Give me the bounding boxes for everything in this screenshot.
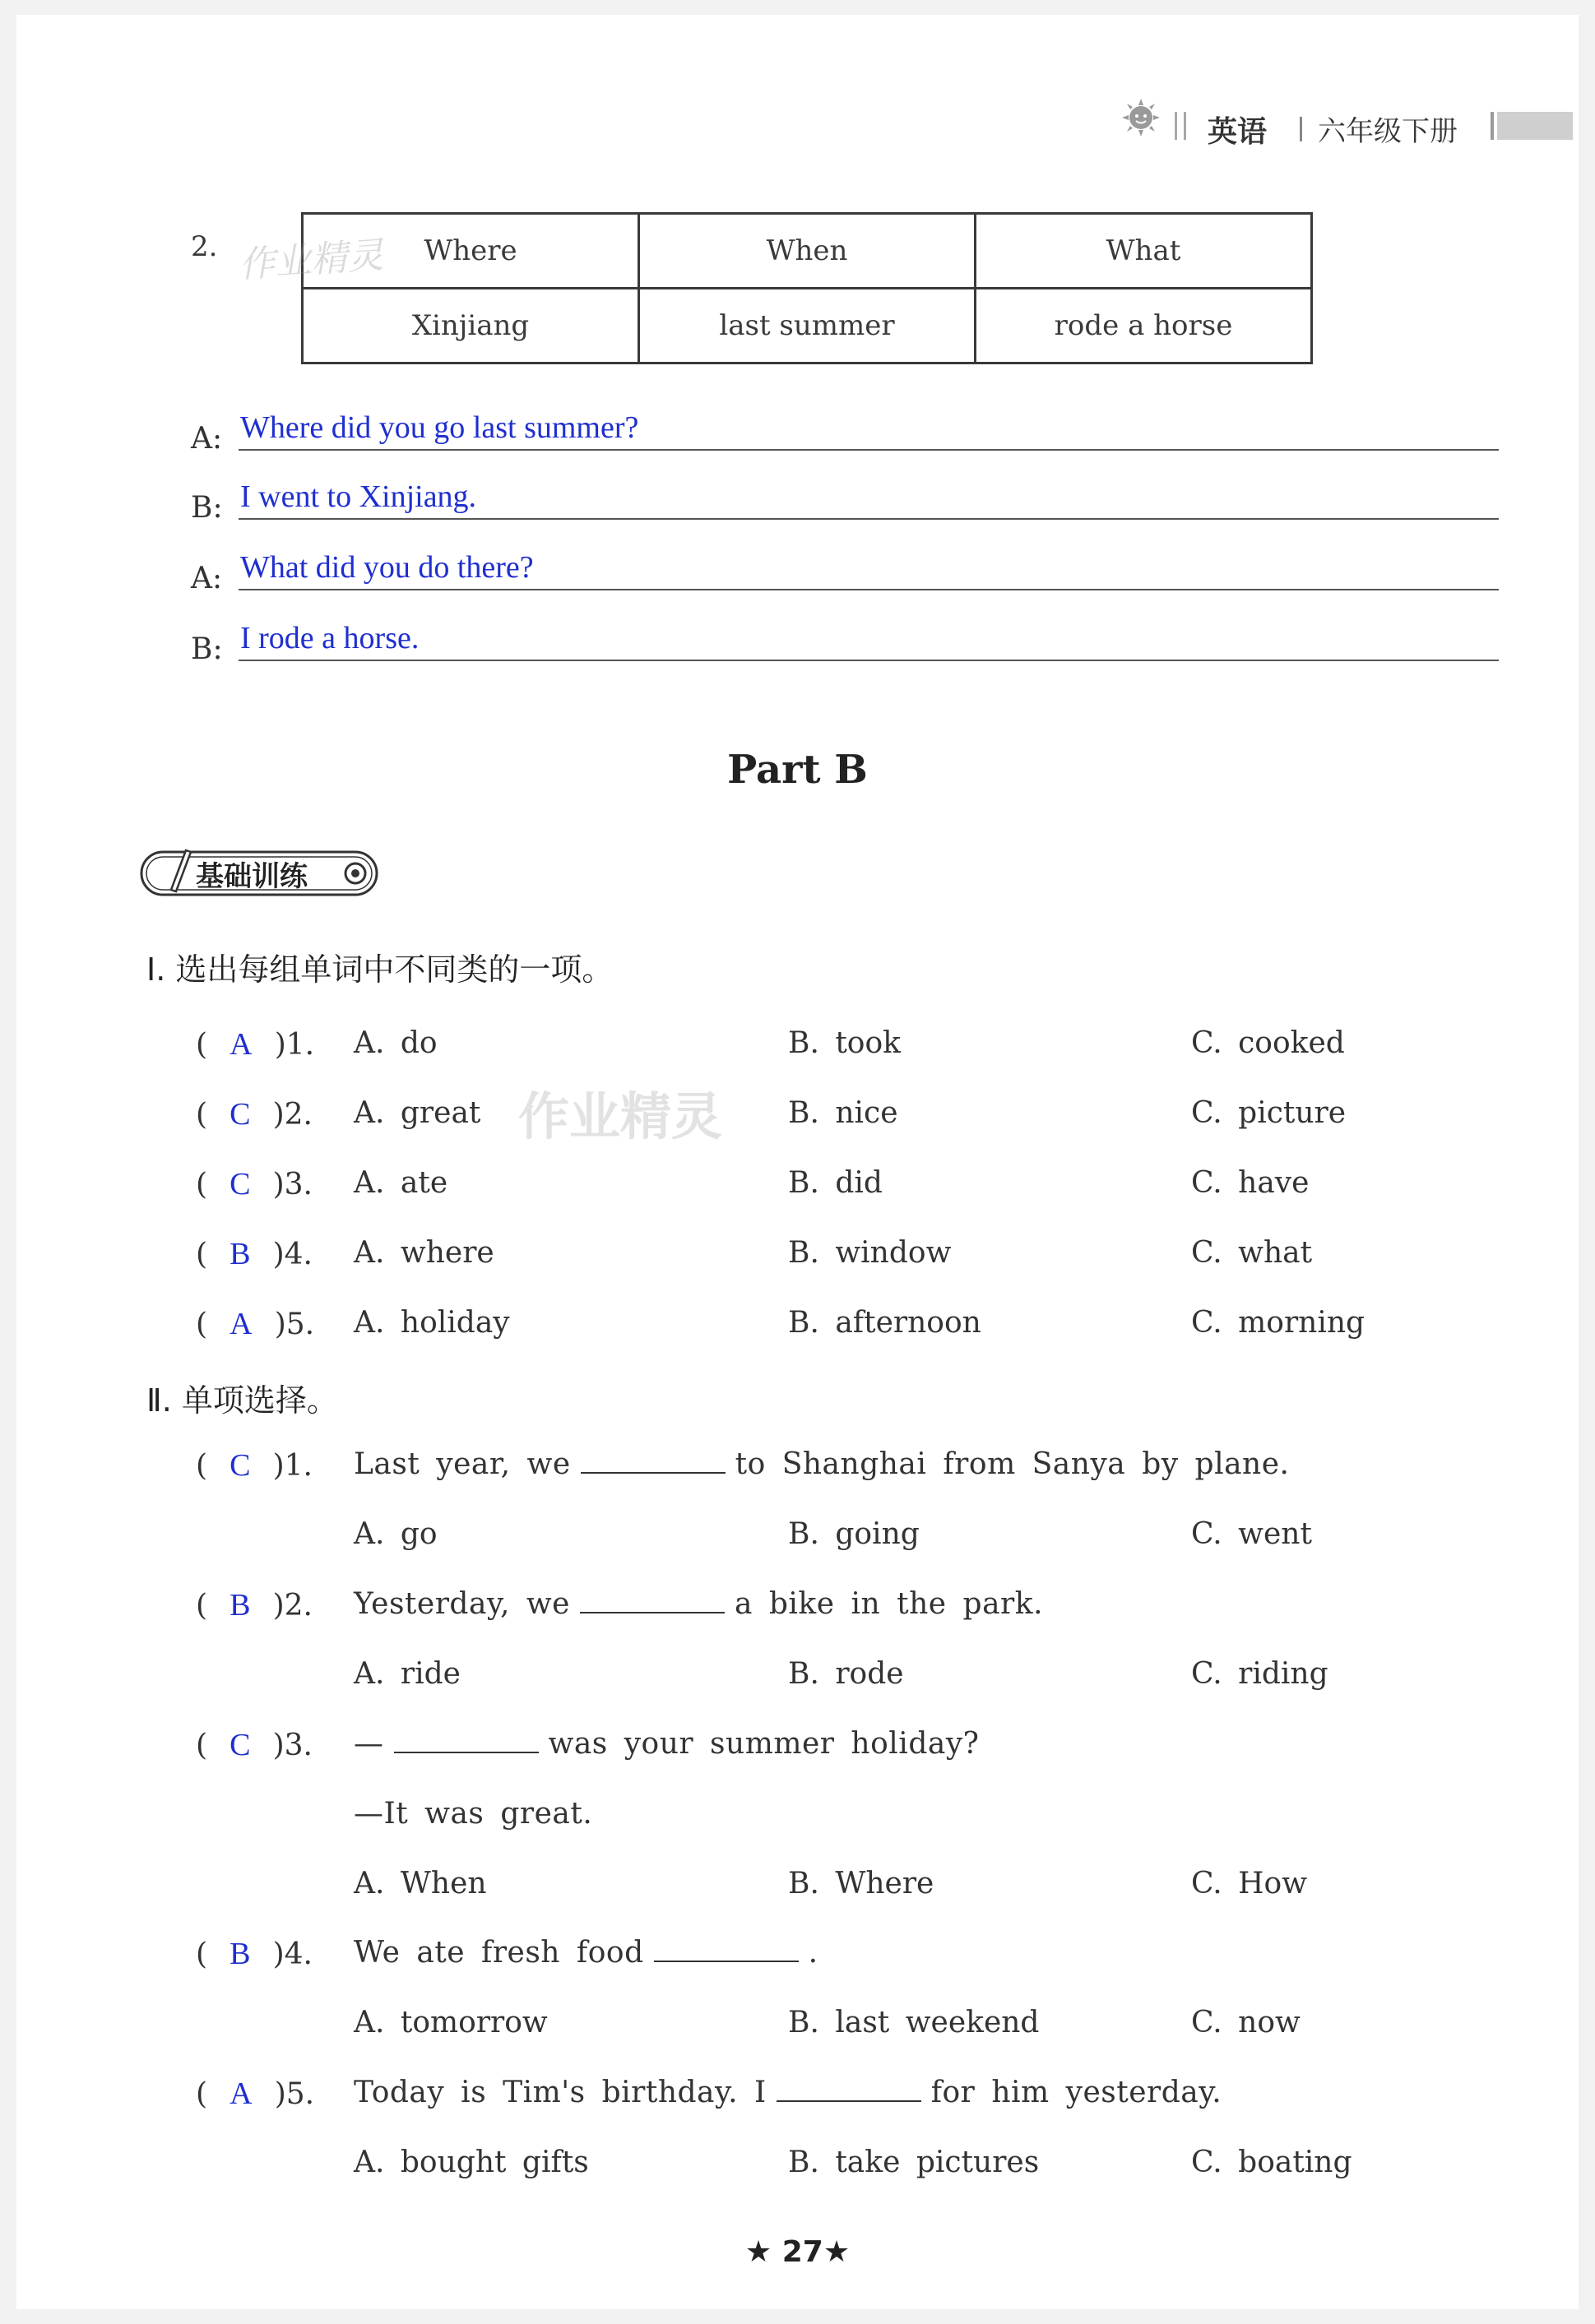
question-row — [196, 1587, 313, 1623]
option-b: B. took — [788, 1026, 901, 1060]
question-number: )2. — [272, 1589, 313, 1623]
speaker-label: B: — [191, 632, 223, 666]
handwritten-answer[interactable]: Where did you go last summer? — [240, 410, 639, 445]
option-b: B. rode — [788, 1657, 904, 1691]
option-a: A. ate — [354, 1166, 448, 1200]
watermark: 作业精灵 — [237, 234, 385, 287]
question-stem — [354, 1727, 979, 1761]
stem-before-blank: Today is Tim's birthday. I — [354, 2076, 767, 2109]
table-cell: Xinjiang — [303, 289, 639, 363]
option-b: B. nice — [788, 1096, 898, 1130]
answer-letter[interactable]: A — [230, 1027, 253, 1062]
dialogue-reply: —It was great. — [354, 1797, 593, 1831]
task-number: 2. — [191, 230, 218, 263]
fill-blank[interactable] — [654, 1936, 799, 1962]
page-number-value: 27 — [781, 2235, 823, 2269]
question-row — [196, 1727, 313, 1763]
section-tag-label: 基础训练 — [196, 860, 308, 893]
question-stem — [354, 1587, 1043, 1621]
question-stem — [354, 2076, 1222, 2109]
info-table — [301, 212, 1313, 364]
open-paren: ( — [196, 1589, 208, 1623]
handwritten-answer[interactable]: I went to Xinjiang. — [240, 479, 477, 514]
table-cell: last summer — [639, 289, 976, 363]
option-c: C. How — [1191, 1867, 1308, 1900]
answer-underline — [239, 587, 1499, 590]
question-stem — [354, 1936, 818, 1970]
table-row — [303, 289, 1312, 363]
stem-after-blank: . — [808, 1936, 818, 1970]
answer-letter[interactable]: A — [230, 1307, 253, 1341]
stem-after-blank: for him yesterday. — [930, 2076, 1222, 2109]
stem-after-blank: was your summer holiday? — [548, 1727, 980, 1761]
question-number: )1. — [274, 1028, 315, 1062]
table-header-cell: What — [976, 214, 1312, 289]
handwritten-answer[interactable]: What did you do there? — [240, 550, 534, 585]
open-paren: ( — [196, 1028, 208, 1062]
open-paren: ( — [196, 1308, 208, 1341]
table-cell: rode a horse — [976, 289, 1312, 363]
answer-letter[interactable]: B — [230, 1937, 251, 1971]
fill-blank[interactable] — [580, 1587, 725, 1613]
answer-letter[interactable]: A — [230, 2076, 253, 2111]
question-stem — [354, 1447, 1289, 1481]
option-b: B. last weekend — [788, 2006, 1040, 2039]
option-c: C. riding — [1191, 1657, 1328, 1691]
option-b: B. Where — [788, 1867, 934, 1900]
answer-letter[interactable]: B — [230, 1237, 251, 1271]
question-row — [196, 1236, 313, 1272]
option-a: A. ride — [354, 1657, 461, 1691]
question-number: )3. — [272, 1168, 313, 1201]
header-grade: 六年级下册 — [1318, 115, 1458, 148]
fill-blank[interactable] — [581, 1447, 726, 1474]
answer-underline — [239, 447, 1499, 451]
dialogue-line — [191, 605, 1499, 666]
question-row — [196, 1026, 314, 1062]
stem-before-blank: Yesterday, we — [354, 1587, 570, 1621]
question-row — [196, 1447, 313, 1484]
answer-underline — [239, 516, 1499, 520]
open-paren: ( — [196, 1937, 208, 1971]
answer-letter[interactable]: C — [230, 1097, 251, 1132]
option-a: A. holiday — [354, 1306, 510, 1340]
watermark: 作业精灵 — [518, 1086, 723, 1146]
fill-blank[interactable] — [394, 1727, 539, 1753]
option-c: C. now — [1191, 2006, 1301, 2039]
question-row — [196, 1306, 314, 1342]
option-a: A. tomorrow — [354, 2006, 548, 2039]
stem-before-blank: Last year, we — [354, 1447, 571, 1481]
sun-face-icon — [1120, 97, 1161, 138]
option-a: A. bought gifts — [354, 2146, 589, 2179]
speaker-label: A: — [191, 562, 223, 595]
stem-before-blank: — — [354, 1727, 384, 1761]
answer-letter[interactable]: C — [230, 1728, 251, 1762]
header-separator — [1300, 117, 1302, 141]
question-number: )5. — [274, 2077, 315, 2111]
question-number: )2. — [272, 1098, 313, 1132]
question-row — [196, 1166, 313, 1202]
header-subject: 英语 — [1208, 115, 1268, 149]
dialogue-line — [191, 535, 1499, 595]
option-c: C. morning — [1191, 1306, 1365, 1340]
question-number: )4. — [272, 1937, 313, 1971]
open-paren: ( — [196, 1449, 208, 1483]
open-paren: ( — [196, 2077, 208, 2111]
option-b: B. take pictures — [788, 2146, 1040, 2179]
option-c: C. have — [1191, 1166, 1310, 1200]
open-paren: ( — [196, 1168, 208, 1201]
answer-letter[interactable]: B — [230, 1588, 251, 1623]
speaker-label: A: — [191, 422, 223, 456]
answer-letter[interactable]: C — [230, 1167, 251, 1201]
dialogue-line — [191, 464, 1499, 525]
option-c: C. picture — [1191, 1096, 1347, 1130]
page-number: ★ 27★ — [744, 2235, 851, 2269]
option-c: C. went — [1191, 1517, 1312, 1551]
option-a: A. go — [354, 1517, 438, 1551]
stem-before-blank: We ate fresh food — [354, 1936, 644, 1970]
table-header-cell: When — [639, 214, 976, 289]
section-title: Ⅱ. 单项选择。 — [146, 1382, 338, 1419]
fill-blank[interactable] — [777, 2076, 921, 2102]
question-number: )3. — [272, 1729, 313, 1762]
option-b: B. did — [788, 1166, 883, 1200]
option-c: C. cooked — [1191, 1026, 1345, 1060]
dialogue-line — [191, 395, 1499, 456]
answer-letter[interactable]: C — [230, 1448, 251, 1483]
handwritten-answer[interactable]: I rode a horse. — [240, 621, 420, 655]
table-header-cell: Where — [303, 214, 639, 289]
speaker-label: B: — [191, 491, 223, 525]
question-number: )4. — [272, 1238, 313, 1271]
option-a: A. where — [354, 1236, 494, 1270]
answer-underline — [239, 658, 1499, 661]
workbook-page — [16, 15, 1579, 2309]
option-a: A. do — [354, 1026, 438, 1060]
header-decor-bars — [1491, 112, 1573, 140]
option-b: B. afternoon — [788, 1306, 981, 1340]
open-paren: ( — [196, 1238, 208, 1271]
option-a: A. great — [354, 1096, 481, 1130]
option-b: B. window — [788, 1236, 952, 1270]
open-paren: ( — [196, 1098, 208, 1132]
question-row — [196, 1096, 313, 1132]
option-c: C. boating — [1191, 2146, 1352, 2179]
question-row — [196, 1936, 313, 1972]
question-number: )5. — [274, 1308, 315, 1341]
table-header-row — [303, 214, 1312, 289]
question-number: )1. — [272, 1449, 313, 1483]
question-row — [196, 2076, 314, 2112]
option-c: C. what — [1191, 1236, 1313, 1270]
part-title: Part B — [727, 747, 868, 793]
stem-after-blank: a bike in the park. — [734, 1587, 1044, 1621]
option-b: B. going — [788, 1517, 920, 1551]
header-divider-bars — [1175, 112, 1186, 140]
open-paren: ( — [196, 1729, 208, 1762]
option-a: A. When — [354, 1867, 487, 1900]
stem-after-blank: to Shanghai from Sanya by plane. — [735, 1447, 1290, 1481]
section-title: Ⅰ. 选出每组单词中不同类的一项。 — [146, 951, 614, 988]
